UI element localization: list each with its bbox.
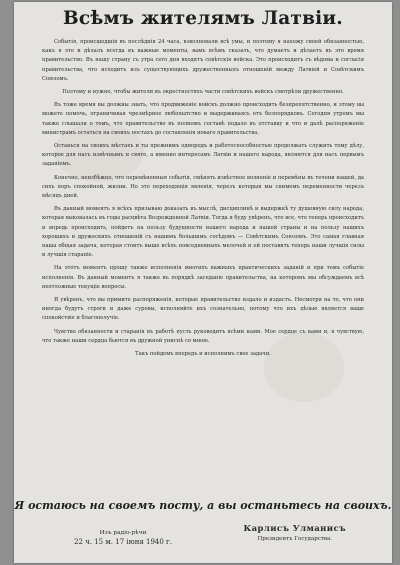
paragraph: Такъ пойдемъ впередъ и исполнимъ свое задачи. <box>135 351 271 358</box>
broadcast-note <box>74 529 172 547</box>
paragraph: Поэтому и нужно, чтобы жители въ окрестностяхъ части совѣтскихъ войскъ смотрѣли дружественно. <box>62 89 344 96</box>
paragraph: Въ данный моментъ я всѣхъ призываю доказать въ мыслѣ, дисциплинѣ и выдержкѣ ту душевную силу народа, которая выковалась въ годы расцвѣта Возрожденной Латвіи. Тогда я буду увѣренъ, что все, что теперь происходитъ и впредь происходить, пойдетъ на пользу будущности нашего народа и нашей страны и на пользу нашихъ хорошихъ и дружескихъ отношеній съ нашимъ большимъ сосѣдомъ — Совѣтскимъ Союзомъ. Это самая главная наша общая задача, которая стоитъ выше всѣхъ повседневныхъ мелочей и ей поставить теперь наши лучшія силы и лучшія стараніе. <box>42 206 364 259</box>
document-title: Всѣмъ жителямъ Латвіи. <box>63 8 343 29</box>
signature-block <box>243 524 346 542</box>
paragraph: Въ тоже время вы должны знать, что продвиженіе войскъ должно происходить безпрепятственно, и этому вы можете помочь, ограничивая чрезмѣрное любопытство и выдерживаясь отъ безпорядковъ. Сегодня утромъ мы также слышали о томъ, что правительство въ полномъ составѣ подало въ отставку и что и далѣ распоряженіе министрамъ остаться на своихъ постахъ до составленія новаго правительства. <box>42 102 364 136</box>
paragraph: Чувство обязанности и старанія въ работѣ пусть руководитъ всѣми нами. Мое сердце съ вами и, я чувствую, что также наши сердца бьются въ дружной униснѣ со мною. <box>42 328 364 344</box>
broadcast-source: Изъ радіо-рѣчи <box>99 530 147 536</box>
paragraph: Останься на своихъ мѣстахъ и ты прежнимъ однородъ и работоспособностью продолжать служить тому дѣлу, которое для насъ извѣчнымъ и свято, а именно интересамъ Латвіи и нашего народа, являются для насъ первымъ заданіемъ. <box>42 143 364 168</box>
signature-name: Карлисъ Улманисъ <box>243 524 346 534</box>
proclamation-page <box>14 2 392 563</box>
paragraph: На этотъ моментъ прошу также исполненія многихъ важныхъ практическихъ заданій и при томъ событіе исполненія. Въ данный моментъ я также въ порядкѣ заседаніе правительства, на которомъ мы обсуждаемъ всѣ неотложные текущіе вопросы. <box>42 265 364 290</box>
closing-line: Я остаюсь на своемъ посту, а вы останьтесь на своихъ. <box>14 499 392 512</box>
paragraph: Я увѣренъ, что вы примите распоряженія, которые правительство издало и издастъ. Несмотря на то, что они иногда будутъ строги и даже суровы, исполняйте ихъ сознательно, потому что ихъ цѣлью является ваше спокойствіе и благополучіе. <box>42 297 364 322</box>
document-body <box>42 38 364 363</box>
paragraph: Событія, происшедшія въ послѣднія 24 часа, взволновали всѣ умы, и поэтому я нахожу своей обязанностью, какъ я это и дѣлалъ всегда въ важные моменты, вамъ всѣмъ сказать, что думаетъ и дѣлаетъ въ это время правительство. Въ нашу страну съ утра сего дня входятъ совѣтскія войска. Это происходитъ съ вѣдома и согласія правительства, что исходитъ изъ существующихъ дружественныхъ отношеній между Латвіей и Совѣтскимъ Союзомъ. <box>42 39 364 82</box>
broadcast-date: 22 ч. 15 м. 17 іюня 1940 г. <box>74 538 172 546</box>
signature-role: Президентъ Государства. <box>257 536 332 542</box>
paragraph: Конечно, неизбѣжно, что перемѣненныя событія, смѣнять извѣстное волненіе и перемѣны въ течени нашей, да сихъ поръ спокойной, жизни. Но это переходящія явленія, черезъ которыя мы снимемъ переменности черезъ мѣсяцъ дней. <box>42 174 364 200</box>
